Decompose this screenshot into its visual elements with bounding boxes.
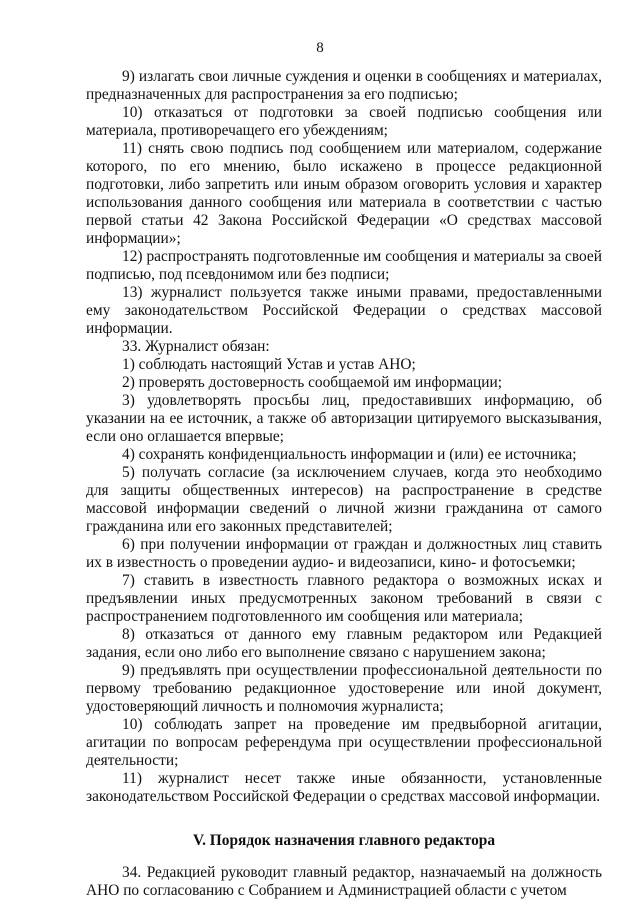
paragraph: 6) при получении информации от граждан и должностных лиц ставить их в известность о проведении аудио- и видеозаписи, кино- и фотосъемки;	[86, 536, 602, 571]
paragraph: 9) предъявлять при осуществлении профессиональной деятельности по первому требованию редакционное удостоверение или иной документ, удостоверяющий личность и полномочия журналиста;	[86, 662, 602, 715]
paragraph-list-bottom	[86, 864, 602, 900]
paragraph: 3) удовлетворять просьбы лиц, предоставивших информацию, об указании на ее источник, а также об авторизации цитируемого высказывания, если оно оглашается впервые;	[86, 392, 602, 445]
paragraph: 34. Редакцией руководит главный редактор, назначаемый на должность АНО по согласованию с Собранием и Администрацией области с учетом	[86, 864, 602, 899]
paragraph: 4) сохранять конфиденциальность информации и (или) ее источника;	[122, 446, 577, 463]
document-body	[86, 68, 602, 900]
paragraph: 1) соблюдать настоящий Устав и устав АНО;	[122, 356, 416, 373]
paragraph: 10) отказаться от подготовки за своей подписью сообщения или материала, противоречащего его убеждениям;	[86, 104, 602, 139]
paragraph: 2) проверять достоверность сообщаемой им информации;	[122, 374, 503, 391]
paragraph: 9) излагать свои личные суждения и оценки в сообщениях и материалах, предназначенных для распространения за его подписью;	[86, 68, 602, 103]
paragraph: 13) журналист пользуется также иными правами, предоставленными ему законодательством Российской Федерации о средствах массовой информации.	[86, 284, 602, 337]
paragraph: 7) ставить в известность главного редактора о возможных исках и предъявлении иных предусмотренных законом требований в связи с распространением подготовленного им сообщения или материала;	[86, 572, 602, 625]
section-heading: V. Порядок назначения главного редактора	[192, 832, 496, 849]
paragraph: 10) соблюдать запрет на проведение им предвыборной агитации, агитации по вопросам референдума при осуществлении профессиональной деятельности;	[86, 716, 602, 769]
page-number: 8	[316, 40, 324, 56]
paragraph: 12) распространять подготовленные им сообщения и материалы за своей подписью, под псевдонимом или без подписи;	[86, 248, 602, 283]
paragraph: 33. Журналист обязан:	[122, 338, 270, 355]
paragraph: 11) журналист несет также иные обязанности, установленные законодательством Российской Федерации о средствах массовой информации.	[86, 770, 602, 805]
paragraph: 11) снять свою подпись под сообщением или материалом, содержание которого, по его мнению, было искажено в процессе редакционной подготовки, либо запретить или иным образом оговорить условия и характер использования данного сообщения или материала в соответствии с частью первой статьи 42 Закона Российской Федерации «О средствах массовой информации»;	[86, 140, 602, 247]
paragraph-list-top	[86, 68, 602, 806]
paragraph: 5) получать согласие (за исключением случаев, когда это необходимо для защиты общественных интересов) на распространение в средстве массовой информации сведений о личной жизни гражданина от самого гражданина или его законных представителей;	[86, 464, 602, 535]
paragraph: 8) отказаться от данного ему главным редактором или Редакцией задания, если оно либо его выполнение связано с нарушением закона;	[86, 626, 602, 661]
